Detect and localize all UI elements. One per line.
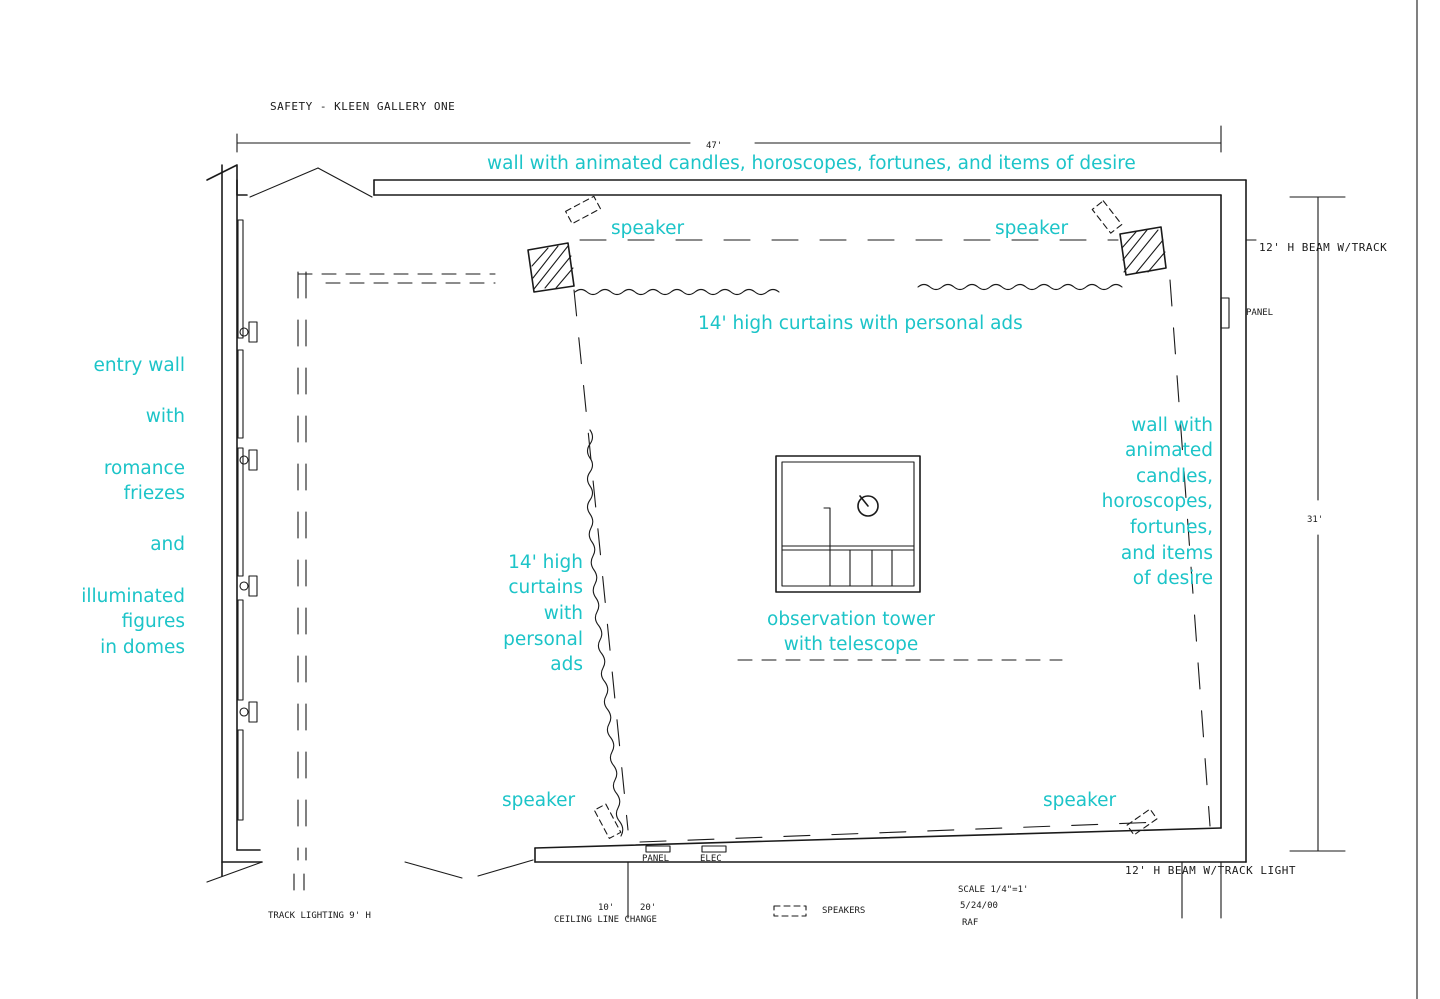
entry-wall-line-7: figures <box>121 611 185 632</box>
dimension-47 <box>237 126 1221 152</box>
ceiling-10-label: 10' <box>598 903 615 913</box>
curtains-left-line-4: personal <box>503 629 583 650</box>
speaker-top-right-label: speaker <box>995 218 1069 239</box>
dimension-31 <box>1290 197 1345 851</box>
dimension-47-label: 47' <box>706 141 723 151</box>
curtains-left-line-5: ads <box>550 654 583 675</box>
curtains-left-line-1: 14' high <box>508 552 583 573</box>
entry-wall-line-3: romance <box>103 458 185 479</box>
entry-wall-annotation <box>81 355 185 658</box>
curtain-top-left <box>575 290 779 295</box>
speaker-legend-symbol <box>774 906 806 916</box>
curtains-left-annotation <box>503 552 583 675</box>
elec-small-label: ELEC <box>700 854 722 864</box>
curtain-left <box>588 430 623 836</box>
entry-wall-line-5: and <box>150 534 185 555</box>
top-wall-annotation: wall with animated candles, horoscopes, fortunes, and items of desire <box>487 153 1136 174</box>
entry-wall-line-1: entry wall <box>93 355 185 376</box>
speaker-top-left-label: speaker <box>611 218 685 239</box>
track-lighting-label: TRACK LIGHTING 9' H <box>268 911 371 921</box>
right-wall-line-1: wall with <box>1131 415 1213 436</box>
right-wall-line-3: candles, <box>1135 466 1213 487</box>
speaker-top-right-unit <box>1092 201 1166 275</box>
beam-top-label: 12' H BEAM W/TRACK <box>1259 241 1388 254</box>
curtains-left-line-2: curtains <box>508 577 583 598</box>
right-wall-line-2: animated <box>1125 440 1213 461</box>
ceiling-line-label: CEILING LINE CHANGE <box>554 915 657 925</box>
panel-small-label: PANEL <box>642 854 670 864</box>
entry-wall-line-2: with <box>145 406 185 427</box>
entry-wall-line-4: friezes <box>123 483 185 504</box>
entry-wall-line-6: illuminated <box>81 586 185 607</box>
right-wall-line-4: horoscopes, <box>1101 491 1213 512</box>
track-lighting <box>294 272 495 890</box>
tower-annotation <box>767 609 935 655</box>
right-wall-line-5: fortunes, <box>1129 517 1213 538</box>
curtains-left-line-3: with <box>543 603 583 624</box>
panel-label: PANEL <box>1246 308 1274 318</box>
dome-figure-3 <box>240 576 257 596</box>
right-wall-line-7: of desire <box>1132 568 1213 589</box>
ceiling-20-label: 20' <box>640 903 657 913</box>
speaker-bottom-right-label: speaker <box>1043 790 1117 811</box>
entry-wall-line-8: in domes <box>100 637 185 658</box>
right-wall-annotation <box>1102 415 1213 589</box>
gallery-walls <box>207 165 1246 882</box>
plan-title: SAFETY - KLEEN GALLERY ONE <box>270 100 456 113</box>
speakers-legend-label: SPEAKERS <box>822 906 866 916</box>
right-wall-line-6: and items <box>1120 543 1213 564</box>
dimension-31-label: 31' <box>1307 515 1324 525</box>
telescope-icon <box>858 496 878 516</box>
initials-label: RAF <box>962 918 979 928</box>
speaker-bottom-left-label: speaker <box>502 790 576 811</box>
date-label: 5/24/00 <box>960 901 998 911</box>
curtain-top-right <box>918 285 1122 290</box>
tower-line-2: with telescope <box>783 634 919 655</box>
scale-label: SCALE 1/4"=1' <box>958 885 1029 895</box>
beam-bottom-label: 12' H BEAM W/TRACK LIGHT <box>1125 864 1296 877</box>
dome-figure-4 <box>240 702 257 722</box>
speaker-top-left-unit <box>528 196 600 292</box>
tower-line-1: observation tower <box>767 609 935 630</box>
entry-wall-friezes <box>238 220 257 820</box>
curtains-top-label: 14' high curtains with personal ads <box>698 313 1023 334</box>
